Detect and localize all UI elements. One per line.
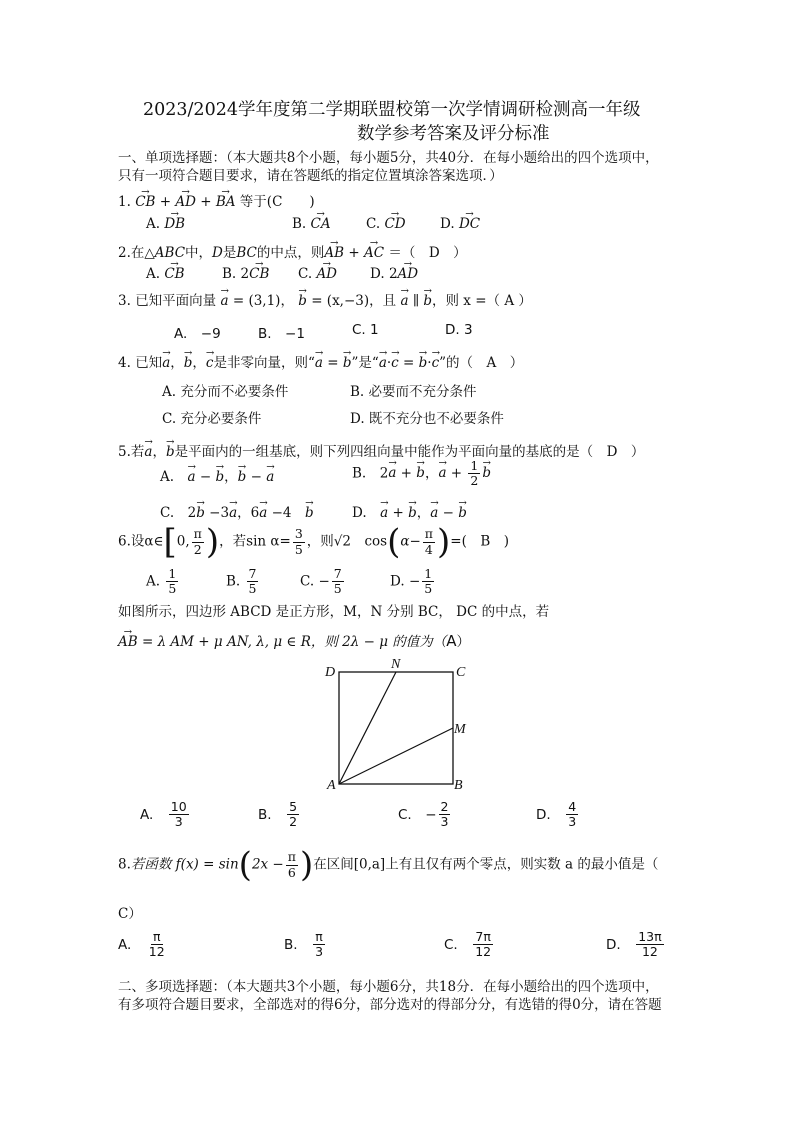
q8-answer-line: C） (118, 906, 142, 922)
q8-option-a: A. $\frac{\pi}{12}$ (118, 929, 165, 960)
question-3: 3. 已知平面向量 → a = (3,1)， → b = (x,−3)，且 → a ∥ → b，则 x =（ A ） (118, 289, 532, 309)
q1-vec-ad: → AD (175, 194, 196, 210)
q4-option-d: D. 既不充分也不必要条件 (350, 411, 504, 427)
q6-option-b: B. $\frac{7}{5}$ (226, 566, 257, 597)
section2-heading-line1: 二、多项选择题：（本大题共3个小题，每小题6分，共18分．在每小题给出的四个选项中， (118, 979, 659, 995)
q1-vec-cb: → CB (135, 194, 155, 210)
q7-option-b: B. $\frac{5}{2}$ (258, 799, 298, 830)
q6-option-a: A. $\frac{1}{5}$ (146, 566, 177, 597)
q5-option-a: A. → a − → b，→ b − → a (160, 465, 274, 485)
label-n: N (391, 657, 401, 672)
q4-option-b: B. 必要而不充分条件 (350, 384, 477, 400)
q7-option-d: D. $\frac{4}{3}$ (536, 799, 577, 830)
q8-option-c: C. $\frac{7\pi}{12}$ (444, 929, 492, 960)
q8-option-d: D. $\frac{13\pi}{12}$ (606, 929, 662, 960)
q7-formula: → AB = λ AM + μ AN, λ, μ ∈ R，则 2λ − μ 的值为（A） (118, 630, 470, 650)
page-title: 2023/2024学年度第二学期联盟校第一次学情调研检测高一年级 (143, 100, 641, 120)
label-b: B (454, 778, 463, 793)
question-1 (118, 190, 315, 210)
section1-heading-line2: 只有一项符合题目要求，请在答题纸的指定位置填涂答案选项．） (118, 168, 503, 184)
question-7: 如图所示，四边形 ABCD 是正方形，M，N 分别 BC， DC 的中点，若 (118, 604, 550, 620)
q2-option-d: D. 2→ AD (370, 266, 418, 282)
question-8: 8.若函数 f(x) = sin(2x − $\frac{\pi}{6}$ )在区间[0,a]上有且仅有两个零点，则实数 a 的最小值是（ (118, 845, 659, 885)
q1-option-c: C. → CD (366, 216, 406, 232)
q1-option-d: D. → DC (440, 216, 480, 232)
label-a: A (327, 778, 336, 793)
q2-option-c: C. → AD (298, 266, 337, 282)
q7-option-c: C. − $\frac{2}{3}$ (398, 799, 449, 830)
q2-option-b: B. 2→ CB (222, 266, 269, 282)
q5-option-c: C. 2→ b −3→ a，6→ a −4 → b (160, 501, 314, 521)
q1-plus-1: + (159, 194, 172, 210)
section1-heading-line1: 一、单项选择题：（本大题共8个小题，每小题5分，共40分．在每小题给出的四个选项中， (118, 150, 659, 166)
question-2: 2.在△ABC中，D是BC的中点，则→ AB + → AC ＝（ D ） (118, 241, 467, 261)
label-d: D (325, 665, 336, 680)
segment-an (339, 672, 396, 784)
page-subtitle: 数学参考答案及评分标准 (357, 124, 550, 144)
square-diagram (320, 655, 480, 795)
q5-option-d: D. → a + → b，→ a − → b (352, 501, 467, 521)
question-4: 4. 已知→ a，→ b，→ c是非零向量，则“→ a = → b”是“→ a·→ c = → b·→ c”的（ A ） (118, 351, 523, 371)
q4-option-a: A. 充分而不必要条件 (162, 384, 289, 400)
square-abcd (339, 672, 453, 784)
label-c: C (456, 665, 466, 680)
q6-option-d: D. − $\frac{1}{5}$ (390, 566, 433, 597)
question-6: 6.设α∈[0, $\frac{\pi}{2}$ )，若sin α= $\frac{3}{5}$ ，则√2 cos(α− $\frac{\pi}{4}$ )=( B ) (118, 522, 510, 562)
q3-option-c: C. 1 (352, 322, 379, 338)
q1-number: 1. (118, 194, 131, 210)
q3-option-d: D. 3 (445, 322, 473, 338)
section2-heading-line2: 有多项符合题目要求，全部选对的得6分，部分选对的得部分分，有选错的得0分，请在答题 (118, 997, 662, 1013)
q1-tail: 等于(C ) (239, 194, 315, 210)
q6-option-c: C. − $\frac{7}{5}$ (300, 566, 342, 597)
q1-option-b: B. → CA (292, 216, 331, 232)
q5-option-b: B. 2→ a + → b，→ a + $\frac{1}{2}$ → b (352, 459, 491, 489)
q4-option-c: C. 充分必要条件 (162, 411, 262, 427)
q1-plus-2: + (200, 194, 212, 210)
question-5: 5.若→ a，→ b是平面内的一组基底，则下列四组向量中能作为平面向量的基底的是（ D ） (118, 440, 644, 460)
q1-vec-ba: → BA (216, 194, 236, 210)
q1-option-a: A. → DB (146, 216, 185, 232)
segment-am (339, 728, 453, 784)
label-m: M (454, 722, 466, 737)
q3-option-a: A. −9 (174, 326, 221, 342)
q3-option-b: B. −1 (258, 326, 305, 342)
q8-option-b: B. $\frac{\pi}{3}$ (284, 929, 324, 960)
q2-option-a: A. → CB (146, 266, 185, 282)
q7-option-a: A. $\frac{10}{3}$ (140, 799, 187, 830)
